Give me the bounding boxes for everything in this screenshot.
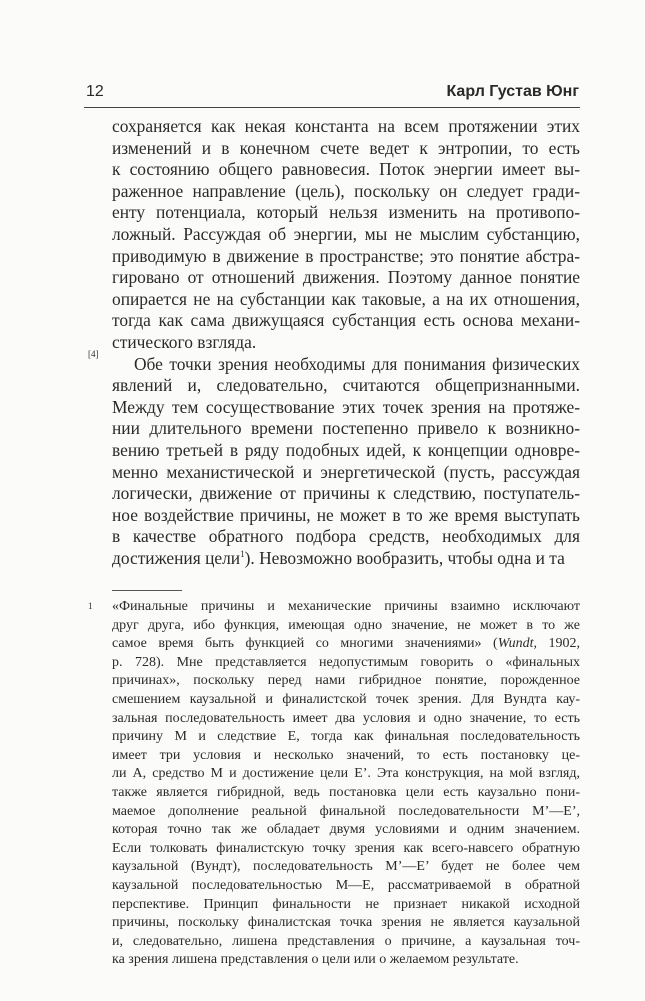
paragraph-marker: [4] [88, 349, 99, 359]
text-segment: стического взгляда. [112, 331, 257, 352]
body-line [112, 483, 580, 505]
text-segment: Если толковать финалистскую точку зрения как всего-навсего обратную [112, 840, 580, 856]
body-line [112, 332, 580, 354]
body-line [112, 138, 580, 160]
text-segment: вению третьей в ряду подобных идей, к концепции одновре- [112, 439, 580, 460]
footnote-line [112, 914, 580, 933]
footnote-line [112, 635, 580, 654]
footnote-line [112, 728, 580, 747]
footnote-rule [112, 590, 182, 591]
text-segment: ). Невозможно вообразить, чтобы одна и та [244, 547, 565, 568]
text-segment: ное воздействие причины, не может в то же время выступать [112, 504, 580, 525]
footnote-marker: 1 [88, 601, 93, 611]
body-line [112, 397, 580, 419]
text-segment: раженное направление (цель), поскольку он следует гради- [112, 180, 580, 201]
text-segment: имеет три условия и несколько значений, то есть постановку це- [112, 747, 580, 763]
body-line [112, 116, 580, 138]
footnote-line [112, 765, 580, 784]
body-line [112, 181, 580, 203]
text-segment: опирается не на субстанции как таковые, а на их отношения, [112, 288, 580, 309]
body-line [112, 548, 580, 570]
body-text [112, 116, 580, 569]
text-segment: нии длительного времени постепенно привело к возникно- [112, 418, 580, 439]
text-segment: причины, поскольку финалистская точка зрения не является каузальной [112, 915, 580, 931]
footnote-line [112, 858, 580, 877]
text-segment: маемое дополнение реальной финальной последовательности M’—E’, [112, 803, 580, 819]
body-line [112, 375, 580, 397]
text-segment: причину M и следствие E, тогда как финальная последовательность [112, 729, 580, 745]
text-segment: самое время быть функцией со многими значениями» ( [112, 636, 498, 652]
text-segment: ли A, средство M и достижение цели E’. Эта конструкция, на мой взгляд, [112, 766, 580, 782]
text-segment: ка зрения лишена представления о цели или о желаемом результате. [112, 952, 519, 968]
text-segment: каузальной (Вундт), последовательность M’—E’ будет не более чем [112, 859, 580, 875]
footnote-line [112, 803, 580, 822]
text-segment: смешением каузальной и финалистской точек зрения. Для Вундта кау- [112, 691, 580, 707]
text-segment: в качестве обратного подбора средств, необходимых для [112, 526, 580, 547]
text-segment: перспективе. Принцип финальности не признает никакой исходной [112, 896, 580, 912]
text-segment: Между тем сосуществование этих точек зрения на протяже- [112, 396, 580, 417]
text-segment: Обе точки зрения необходимы для понимания физических [134, 353, 580, 374]
footnote-line [112, 951, 580, 970]
text-segment: причинах», поскольку перед нами гибридное понятие, порожденное [112, 673, 580, 689]
text-segment: зальная последовательность имеет два условия и одно значение, то есть [112, 710, 580, 726]
body-line [112, 440, 580, 462]
text-segment: менно механистической и энергетической (пусть, рассуждая [112, 461, 580, 482]
text-segment: сохраняется как некая константа на всем протяжении этих [112, 116, 580, 136]
footnote-line [112, 598, 580, 617]
running-title: Карл Густав Юнг [446, 83, 579, 100]
text-segment: «Финальные причины и механические причины взаимно исключают [112, 599, 580, 614]
body-line [112, 462, 580, 484]
text-segment: приводимую в движение в пространстве; это понятие абстра- [112, 245, 580, 266]
footnote-text [112, 598, 580, 970]
footnote-line [112, 672, 580, 691]
footnote-line [112, 710, 580, 729]
footnote-line [112, 784, 580, 803]
footnote-line [112, 617, 580, 636]
footnote-line [112, 691, 580, 710]
text-segment: изменений и в конечном счете ведет к энтропии, то есть [112, 137, 580, 158]
footnote-line [112, 821, 580, 840]
body-line [112, 526, 580, 548]
text-segment: логически, движение от причины к следствию, поступатель- [112, 483, 580, 504]
body-line [112, 159, 580, 181]
footnote-reference: 1 [240, 549, 245, 560]
footnote-line [112, 747, 580, 766]
body-line [112, 224, 580, 246]
text-segment: явлений и, следовательно, считаются общепризнанными. [112, 375, 580, 396]
footnote-line [112, 896, 580, 915]
body-line [112, 202, 580, 224]
text-segment: также является гибридной, ведь постановка цели есть каузально пони- [112, 784, 580, 800]
body-line [112, 267, 580, 289]
text-segment: p. 728). Мне представляется недопустимым говорить о «финальных [112, 654, 580, 670]
text-segment: , 1902, [533, 636, 580, 652]
body-line [112, 310, 580, 332]
text-segment: достижения цели [112, 547, 241, 568]
text-segment: тогда как сама движущаяся субстанция есть основа механи- [112, 310, 580, 331]
body-line [112, 354, 580, 376]
text-segment: каузальной последовательностью M—E, рассматриваемой в обратной [112, 877, 580, 893]
text-segment: гировано от отношений движения. Поэтому данное понятие [112, 267, 580, 288]
body-line [112, 246, 580, 268]
text-segment: друг друга, ибо функция, имеющая одно значение, не может в то же [112, 617, 580, 633]
body-line [112, 289, 580, 311]
text-segment: к состоянию общего равновесия. Поток энергии имеет вы- [112, 159, 580, 180]
body-line [112, 505, 580, 527]
footnote-line [112, 933, 580, 952]
body-line [112, 418, 580, 440]
footnote-line [112, 840, 580, 859]
text-segment: и, следовательно, лишена представления о причине, а каузальная точ- [112, 933, 580, 949]
text-segment: енту потенциала, который нельзя изменить на противопо- [112, 202, 580, 223]
footnote-line [112, 654, 580, 673]
citation-author: Wundt [497, 636, 534, 652]
text-segment: ложный. Рассуждая об энергии, мы не мыслим субстанцию, [112, 223, 580, 244]
text-segment: которая точно так же обладает двумя условиями и одним значением. [112, 822, 580, 838]
header-rule [84, 107, 580, 108]
page-number: 12 [86, 83, 104, 100]
footnote-line [112, 877, 580, 896]
